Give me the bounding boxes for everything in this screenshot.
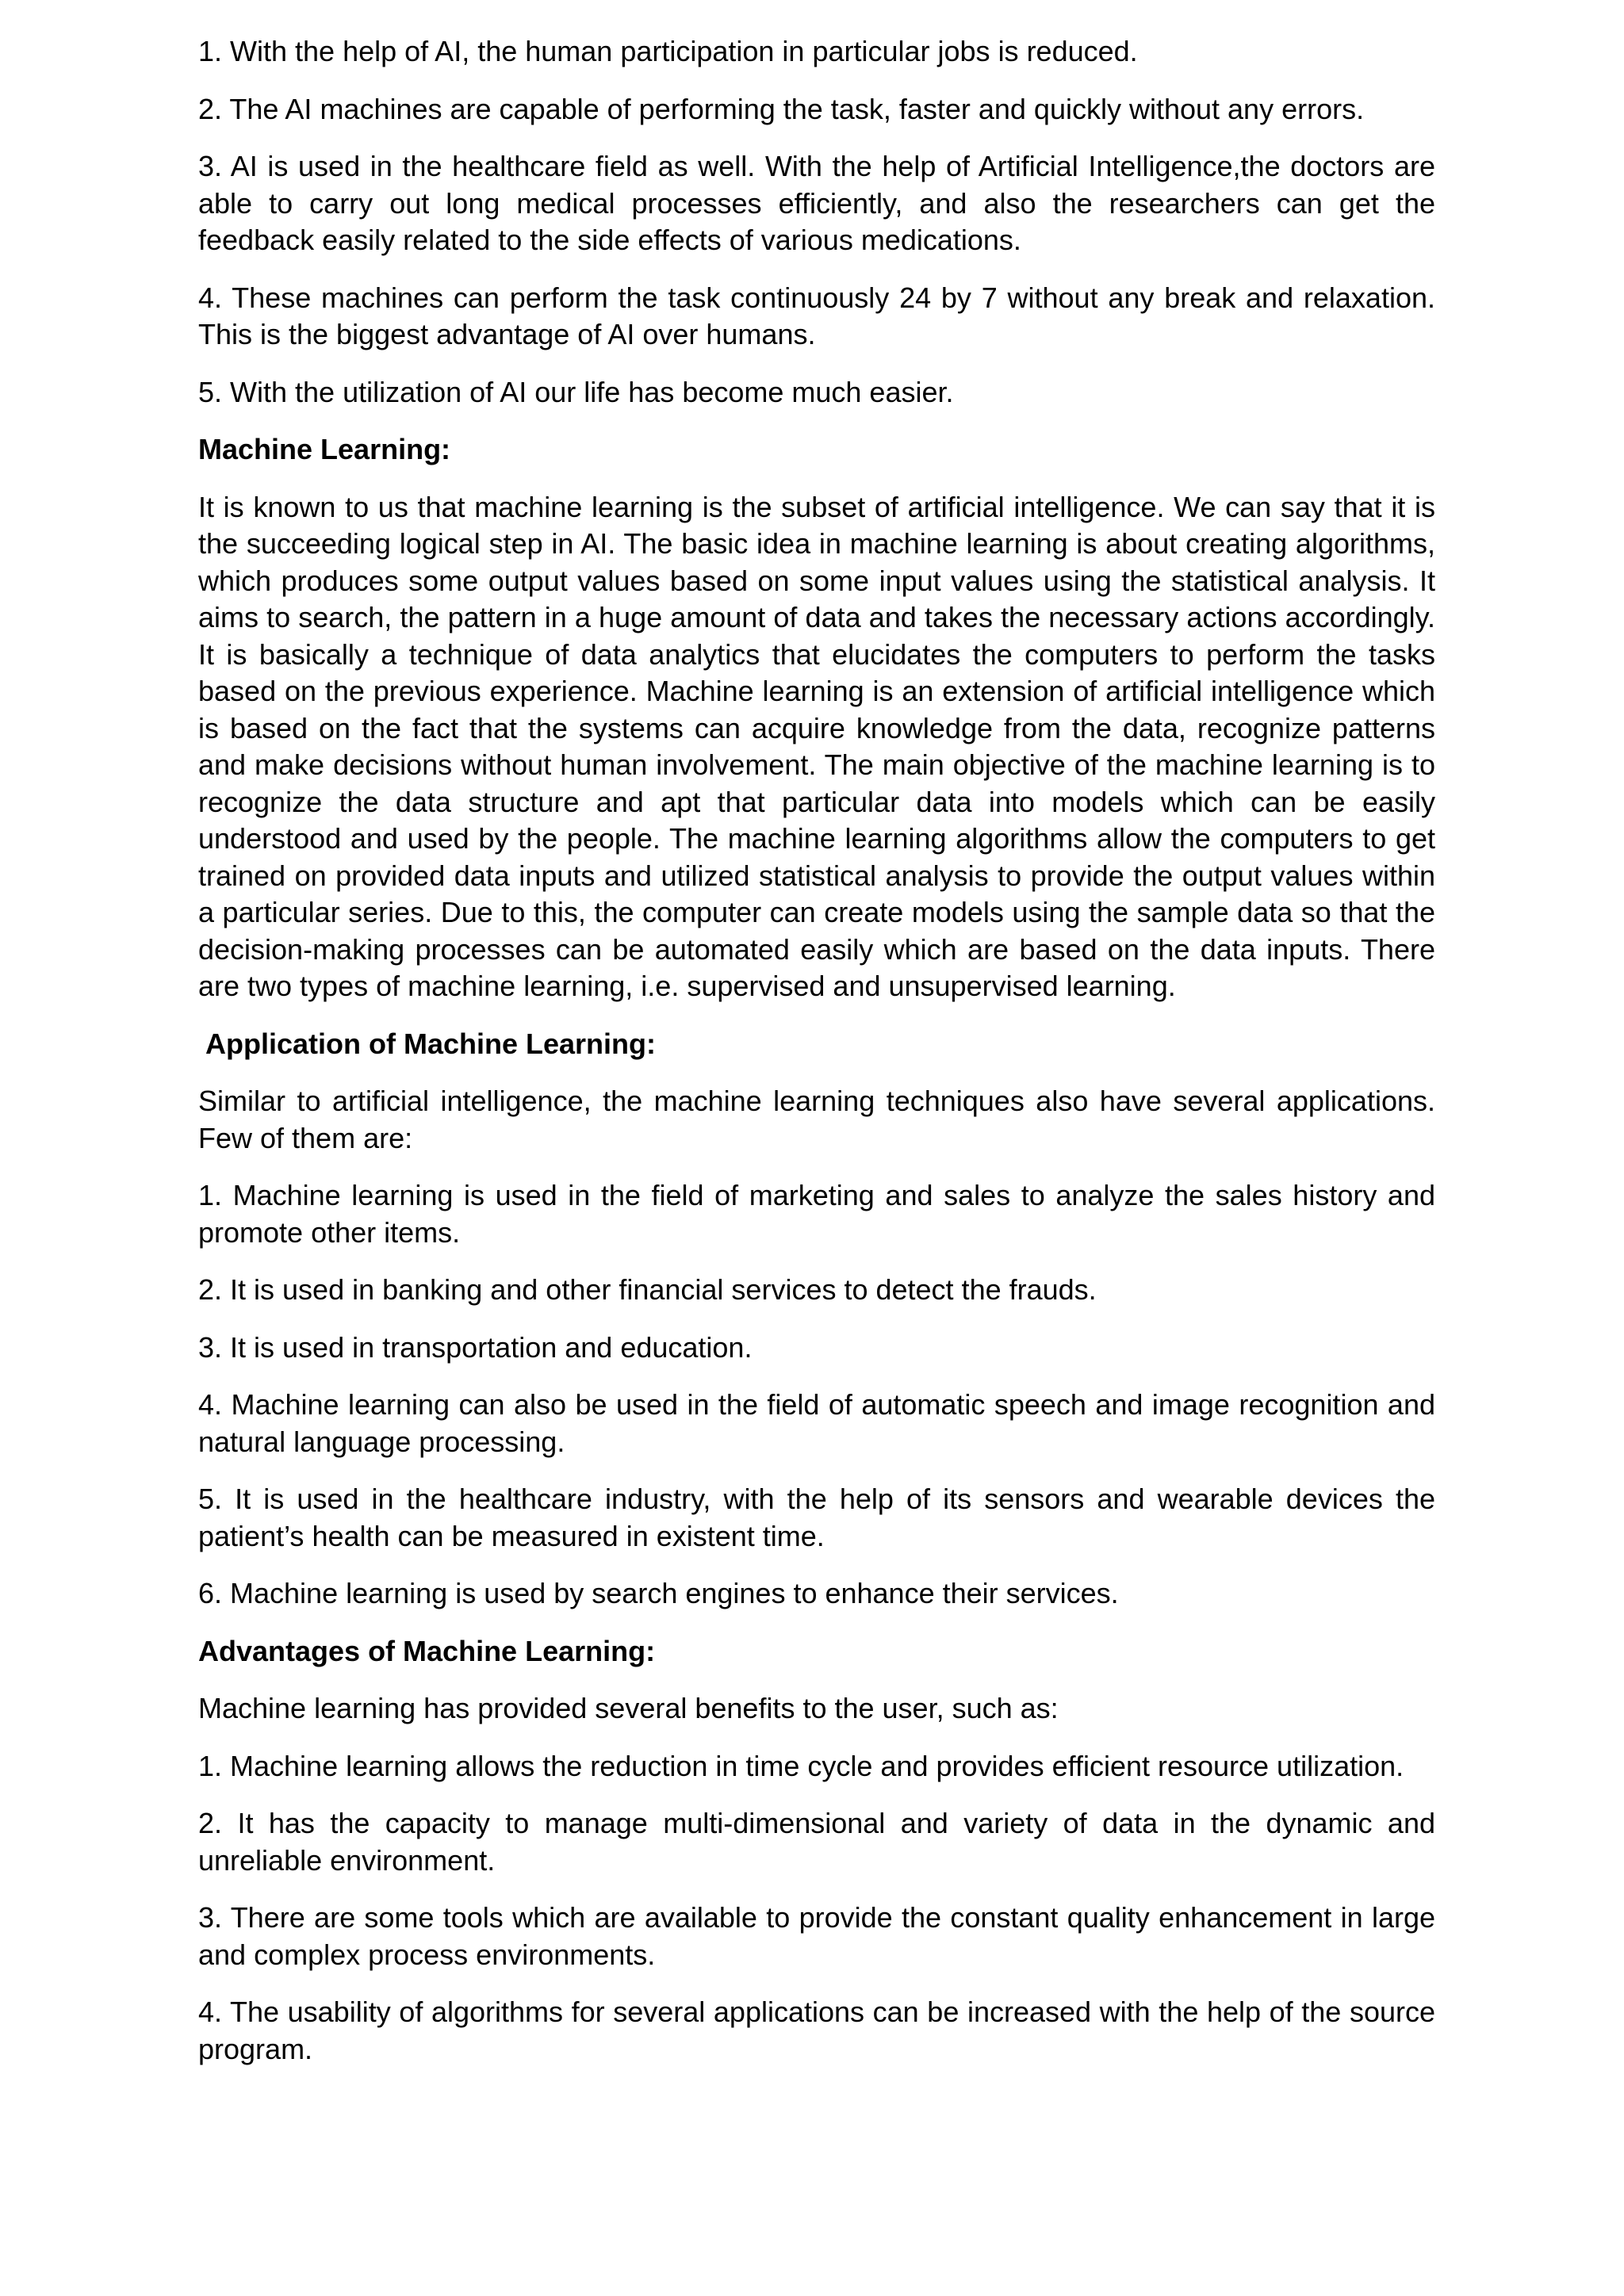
ai-advantage-item: 4. These machines can perform the task continuously 24 by 7 without any break and relaxation. This is the biggest advantage of AI over humans. — [198, 281, 1435, 350]
ml-application-item: 3. It is used in transportation and education. — [198, 1330, 753, 1364]
section-heading-ml-advantages: Advantages of Machine Learning: — [198, 1634, 656, 1667]
ml-application-item: 1. Machine learning is used in the field of marketing and sales to analyze the sales history and promote other items. — [198, 1179, 1435, 1249]
machine-learning-body: It is known to us that machine learning is the subset of artificial intelligence. We can say that it is the succeeding logical step in AI. The basic idea in machine learning is about creating algorithms, which produces some output values based on some input values using the statistical analysis. It aims to search, the pattern in a huge amount of data and takes the necessary actions accordingly. It is basically a technique of data analytics that elucidates the computers to perform the tasks based on the previous experience. Machine learning is an extension of artificial intelligence which is based on the fact that the systems can acquire knowledge from the data, recognize patterns and make decisions without human involvement. The main objective of the machine learning is to recognize the data structure and apt that particular data into models which can be easily understood and used by the people. The machine learning algorithms allow the computers to get trained on provided data inputs and utilized statistical analysis to provide the output values within a particular series. Due to this, the computer can create models using the sample data so that the decision-making processes can be automated easily which are based on the data inputs. There are two types of machine learning, i.e. supervised and unsupervised learning. — [198, 490, 1435, 1002]
ml-advantages-intro: Machine learning has provided several benefits to the user, such as: — [198, 1692, 1059, 1724]
ml-application-item: 5. It is used in the healthcare industry, with the help of its sensors and wearable devices the patient’s health can be measured in existent time. — [198, 1483, 1435, 1552]
ai-advantage-item: 3. AI is used in the healthcare field as well. With the help of Artificial Intelligence,the doctors are able to carry out long medical processes efficiently, and also the researchers can get the feedback easily related to the side effects of various medications. — [198, 150, 1435, 256]
ml-application-item: 2. It is used in banking and other financial services to detect the frauds. — [198, 1273, 1097, 1306]
ml-advantage-item: 4. The usability of algorithms for several applications can be increased with the help of the source program. — [198, 1996, 1435, 2065]
document-page — [198, 33, 1435, 2088]
ml-application-item: 4. Machine learning can also be used in the field of automatic speech and image recognition and natural language processing. — [198, 1388, 1435, 1458]
ml-advantage-item: 1. Machine learning allows the reduction in time cycle and provides efficient resource utilization. — [198, 1749, 1404, 1782]
ml-applications-intro: Similar to artificial intelligence, the machine learning techniques also have several applications. Few of them are: — [198, 1085, 1435, 1154]
ml-advantage-item: 2. It has the capacity to manage multi-dimensional and variety of data in the dynamic and unreliable environment. — [198, 1807, 1435, 1877]
ml-advantage-item: 3. There are some tools which are available to provide the constant quality enhancement in large and complex process environments. — [198, 1901, 1435, 1971]
ai-advantage-item: 1. With the help of AI, the human participation in particular jobs is reduced. — [198, 35, 1138, 67]
section-heading-ml-applications: Application of Machine Learning: — [205, 1027, 657, 1060]
section-heading-machine-learning: Machine Learning: — [198, 433, 451, 465]
ai-advantage-item: 5. With the utilization of AI our life has become much easier. — [198, 375, 954, 408]
ml-application-item: 6. Machine learning is used by search engines to enhance their services. — [198, 1577, 1119, 1609]
ai-advantage-item: 2. The AI machines are capable of performing the task, faster and quickly without any errors. — [198, 92, 1365, 125]
